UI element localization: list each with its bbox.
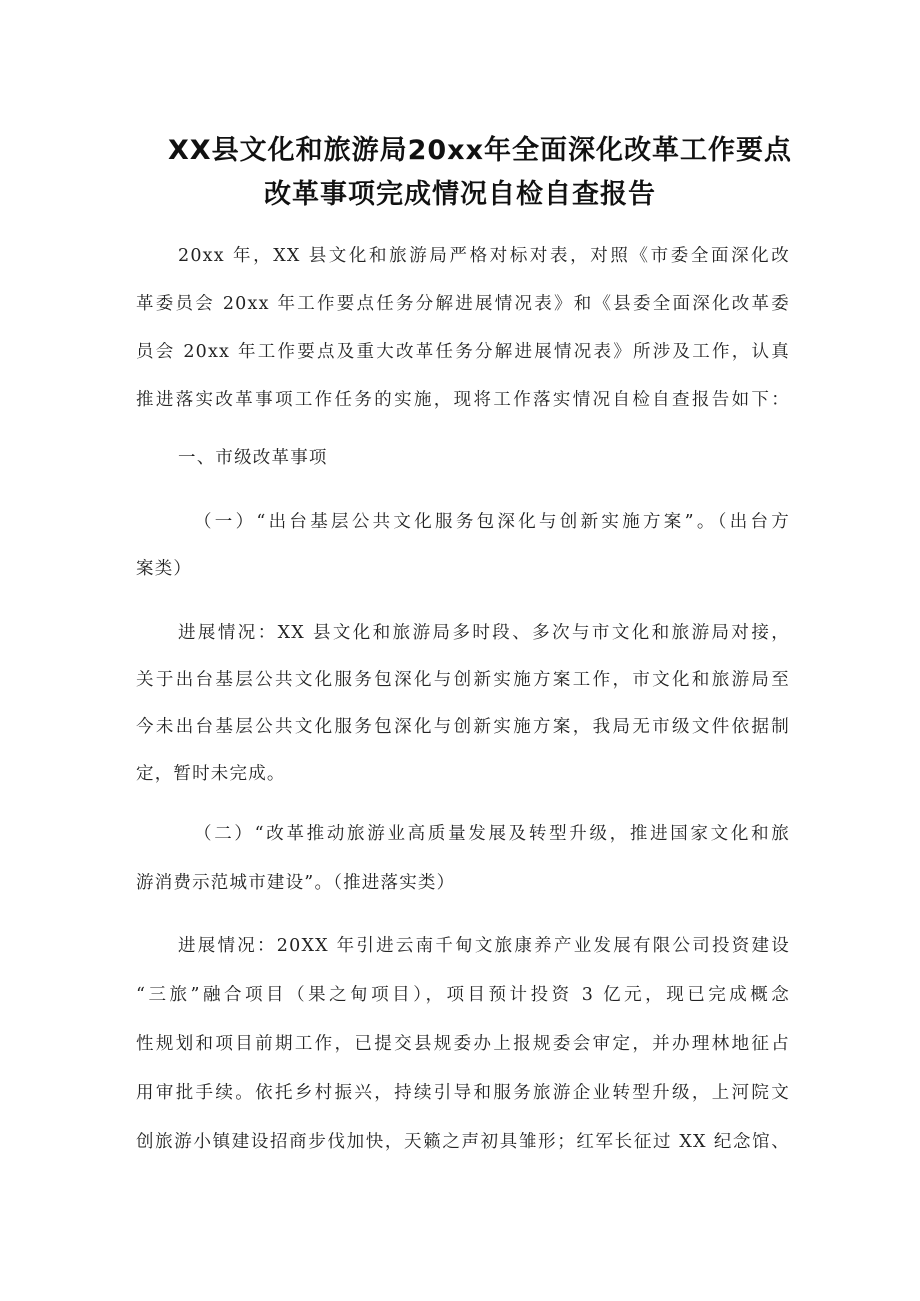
item-heading-line: （二）“改革推动旅游业高质量发展及转型升级，推进国家文化和旅	[194, 824, 790, 844]
item-heading-line: （一）“出台基层公共文化服务包深化与创新实施方案”。（出台方	[194, 512, 790, 532]
paragraph-line: 20xx 年，XX 县文化和旅游局严格对标对表，对照《市委全面深化改	[178, 246, 790, 266]
section-heading: 一、市级改革事项	[178, 448, 328, 468]
paragraph-line: 员会 20xx 年工作要点及重大改革任务分解进展情况表》所涉及工作，认真	[136, 342, 790, 362]
paragraph-line: 今未出台基层公共文化服务包深化与创新实施方案，我局无市级文件依据制	[136, 717, 790, 737]
item-heading-line: 游消费示范城市建设”。（推进落实类）	[136, 873, 456, 893]
item-heading-line: 案类）	[136, 559, 193, 579]
paragraph-line: 进展情况：XX 县文化和旅游局多时段、多次与市文化和旅游局对接，	[178, 623, 790, 643]
paragraph-line: 性规划和项目前期工作，已提交县规委办上报规委会审定，并办理林地征占	[136, 1034, 790, 1054]
paragraph-line: “三旅”融合项目（果之甸项目），项目预计投资 3 亿元，现已完成概念	[136, 985, 790, 1005]
paragraph-line: 用审批手续。依托乡村振兴，持续引导和服务旅游企业转型升级，上河院文	[136, 1083, 790, 1103]
document-title-line-2: 改革事项完成情况自检自查报告	[264, 179, 656, 210]
paragraph-line: 创旅游小镇建设招商步伐加快，天籁之声初具雏形；红军长征过 XX 纪念馆、	[136, 1132, 790, 1152]
paragraph-line: 定，暂时未完成。	[136, 764, 286, 784]
paragraph-line: 推进落实改革事项工作任务的实施，现将工作落实情况自检自查报告如下：	[136, 390, 790, 410]
paragraph-line: 革委员会 20xx 年工作要点任务分解进展情况表》和《县委全面深化改革委	[136, 294, 790, 314]
paragraph-line: 进展情况：20XX 年引进云南千甸文旅康养产业发展有限公司投资建设	[178, 936, 790, 956]
paragraph-line: 关于出台基层公共文化服务包深化与创新实施方案工作，市文化和旅游局至	[136, 670, 790, 690]
document-title-line-1: XX县文化和旅游局20xx年全面深化改革工作要点	[167, 135, 793, 166]
